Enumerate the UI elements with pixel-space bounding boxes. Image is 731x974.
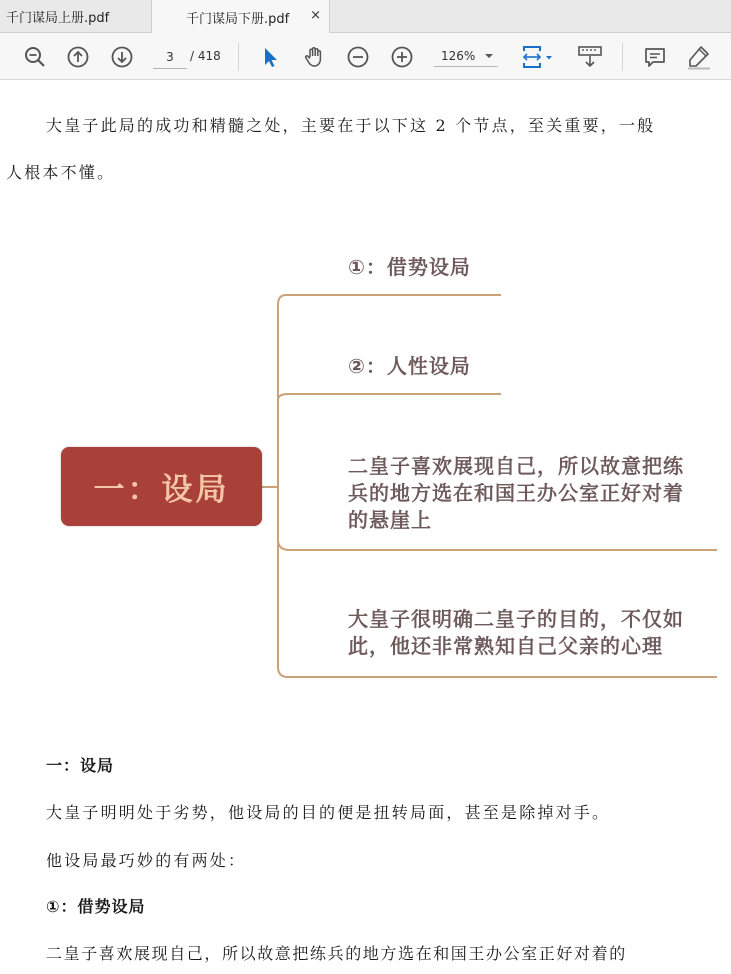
hand-tool-icon[interactable] xyxy=(301,44,327,70)
zoom-select[interactable] xyxy=(434,46,498,67)
zoom-out-icon[interactable] xyxy=(22,44,48,70)
tab-label: 千门谋局下册.pdf xyxy=(186,11,290,27)
section-heading: 一：设局 xyxy=(46,756,115,775)
close-icon[interactable]: × xyxy=(310,8,321,23)
tab-document-1[interactable] xyxy=(0,0,152,33)
body-paragraph-3: 二皇子喜欢展现自己，所以故意把练兵的地方选在和国王办公室正好对着的 xyxy=(46,944,627,963)
subheading: ①：借势设局 xyxy=(46,897,146,916)
fit-page-icon[interactable] xyxy=(520,44,556,70)
tab-bar xyxy=(0,0,731,33)
zoom-plus-icon[interactable] xyxy=(389,44,415,70)
mindmap-root-node: 一：设局 xyxy=(61,447,262,526)
zoom-value: 126% xyxy=(441,49,476,63)
toolbar-divider xyxy=(238,43,239,71)
mindmap-branch-3 xyxy=(348,453,684,534)
page-number-input[interactable] xyxy=(153,46,187,69)
highlight-pen-icon[interactable] xyxy=(686,44,712,70)
body-paragraph-2: 他设局最巧妙的有两处： xyxy=(46,851,247,870)
page-down-icon[interactable] xyxy=(109,44,135,70)
mindmap-branch-line: 大皇子很明确二皇子的目的，不仅如 xyxy=(348,607,684,631)
mindmap-branch-4 xyxy=(348,606,684,660)
page-total: / 418 xyxy=(190,49,221,63)
tab-document-2[interactable] xyxy=(152,0,330,34)
toolbar-divider xyxy=(622,43,623,71)
comment-icon[interactable] xyxy=(642,44,668,70)
scroll-mode-icon[interactable] xyxy=(577,44,603,70)
mindmap-branch-line: 兵的地方选在和国王办公室正好对着 xyxy=(348,481,684,505)
intro-line-2: 人根本不懂。 xyxy=(6,163,116,182)
page-up-icon[interactable] xyxy=(65,44,91,70)
toolbar xyxy=(0,33,731,80)
mindmap-branch-2: ②：人性设局 xyxy=(348,354,471,378)
mindmap-branch-line: 的悬崖上 xyxy=(348,508,432,532)
mindmap-branch-line: 此，他还非常熟知自己父亲的心理 xyxy=(348,634,663,658)
document-page xyxy=(0,80,731,974)
tab-label: 千门谋局上册.pdf xyxy=(6,11,110,26)
intro-line-1: 大皇子此局的成功和精髓之处，主要在于以下这 2 个节点，至关重要，一般 xyxy=(46,116,656,135)
select-cursor-icon[interactable] xyxy=(257,44,283,70)
body-paragraph-1: 大皇子明明处于劣势，他设局的目的便是扭转局面，甚至是除掉对手。 xyxy=(46,803,611,822)
zoom-minus-icon[interactable] xyxy=(345,44,371,70)
mindmap-branch-1: ①：借势设局 xyxy=(348,255,471,279)
mindmap-branch-line: 二皇子喜欢展现自己，所以故意把练 xyxy=(348,454,684,478)
chevron-down-icon xyxy=(485,54,493,58)
